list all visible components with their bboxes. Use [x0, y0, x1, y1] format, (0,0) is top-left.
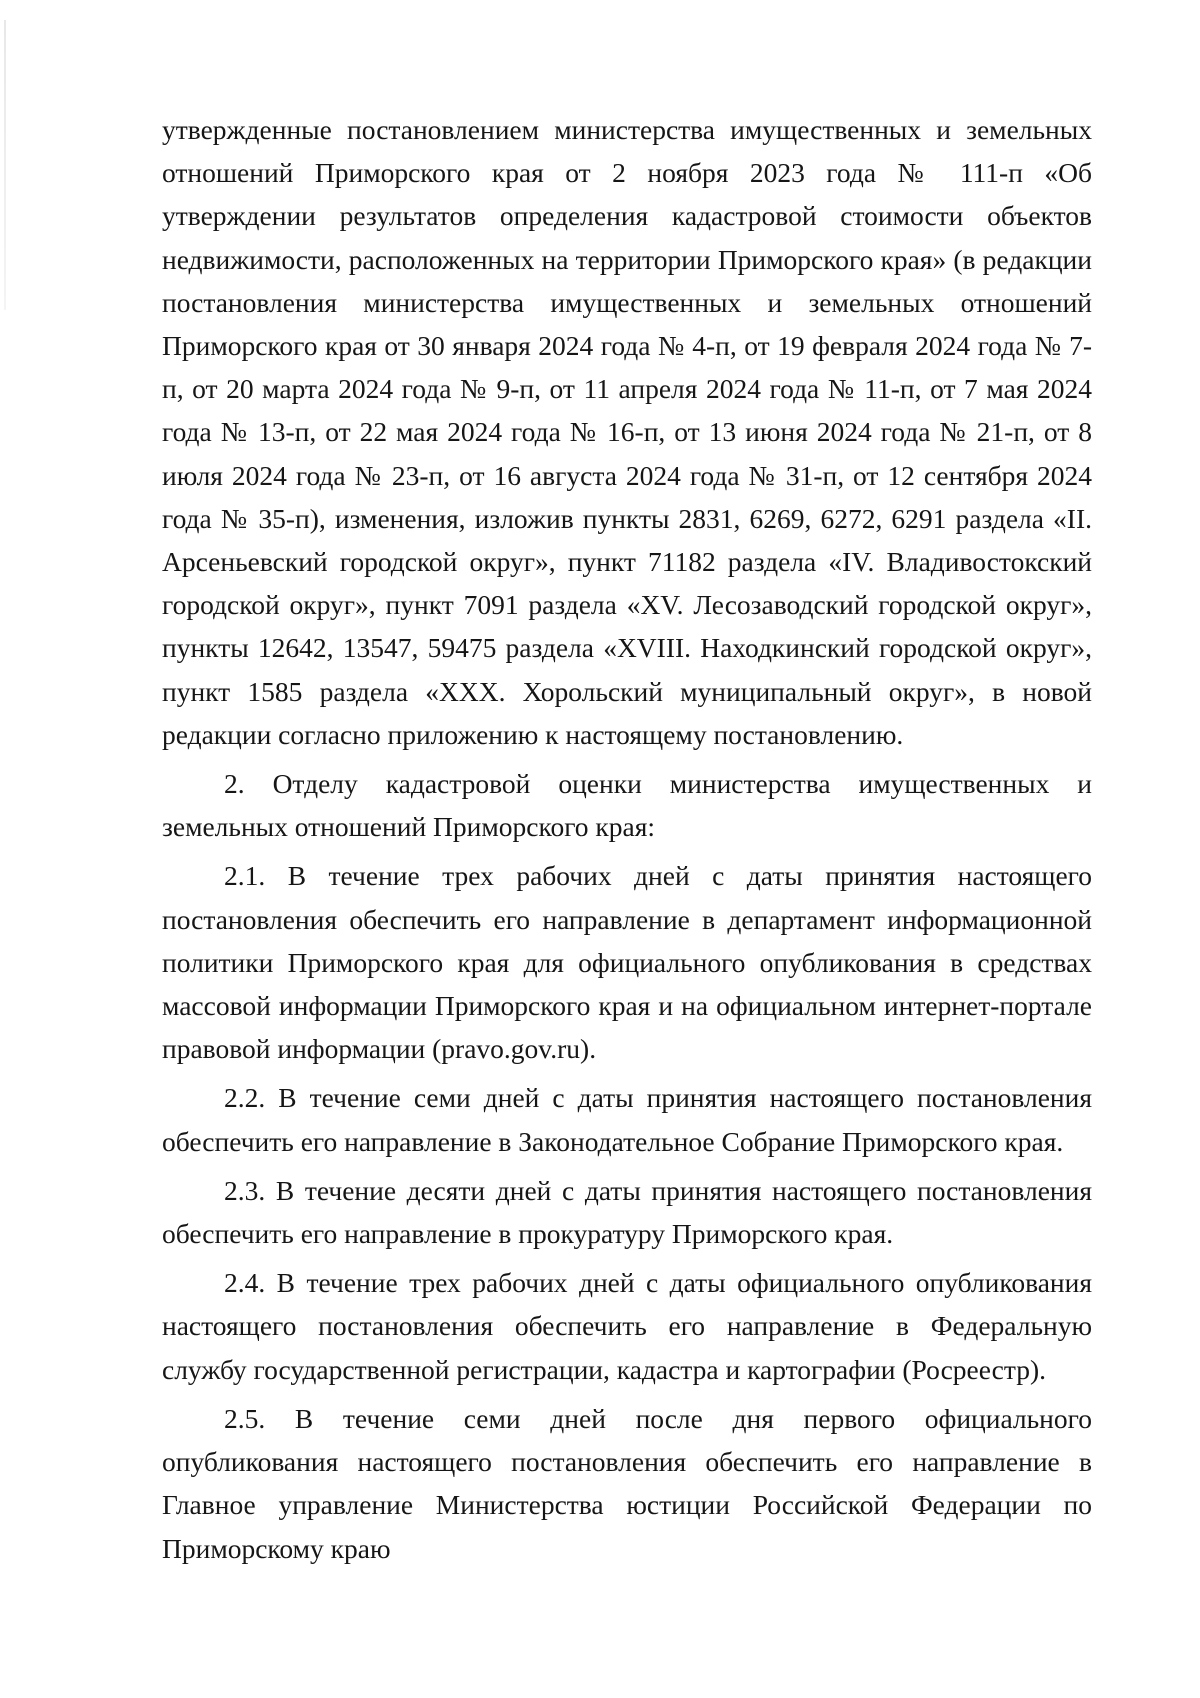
paragraph-item-2-1: 2.1. В течение трех рабочих дней с даты принятия настоящего постановления обеспечить его направление в департамент информационной политики Приморского края для официального опубликования в средствах массовой информации Приморского края и на официальном интернет-портале правовой информации (pravo.gov.ru). — [162, 860, 1092, 1065]
paragraph-item-2-2: 2.2. В течение семи дней с даты принятия настоящего постановления обеспечить его направление в Законодательное Собрание Приморского края. — [162, 1082, 1092, 1157]
scan-edge-mark — [4, 20, 6, 310]
paragraph-item-2-3: 2.3. В течение десяти дней с даты принятия настоящего постановления обеспечить его направление в прокуратуру Приморского края. — [162, 1174, 1092, 1250]
paragraph-item-2-5: 2.5. В течение семи дней после дня первого официального опубликования настоящего постановления обеспечить его направление в Главное управление Министерства юстиции Российской Федерации по Приморскому краю — [162, 1402, 1092, 1564]
document-body — [162, 108, 1092, 1570]
paragraph-item-2: 2. Отделу кадастровой оценки министерства имущественных и земельных отношений Приморского края: — [162, 768, 1092, 843]
paragraph-item-2-4: 2.4. В течение трех рабочих дней с даты официального опубликования настоящего постановления обеспечить его направление в Федеральную службу государственной регистрации, кадастра и картографии (Росреестр). — [162, 1267, 1092, 1385]
paragraph-continuation: утвержденные постановлением министерства имущественных и земельных отношений Приморского края от 2 ноября 2023 года № 111-п «Об утверждении результатов определения кадастровой стоимости объектов недвижимости, расположенных на территории Приморского края» (в редакции постановления министерства имущественных и земельных отношений Приморского края от 30 января 2024 года № 4-п, от 19 февраля 2024 года № 7-п, от 20 марта 2024 года № 9-п, от 11 апреля 2024 года № 11-п, от 7 мая 2024 года № 13-п, от 22 мая 2024 года № 16-п, от 13 июня 2024 года № 21-п, от 8 июля 2024 года № 23-п, от 16 августа 2024 года № 31-п, от 12 сентября 2024 года № 35-п), изменения, изложив пункты 2831, 6269, 6272, 6291 раздела «II. Арсеньевский городской округ», пункт 71182 раздела «IV. Владивостокский городской округ», пункт 7091 раздела «XV. Лесозаводский городской округ», пункты 12642, 13547, 59475 раздела «XVIII. Находкинский городской округ», пункт 1585 раздела «XXX. Хорольский муниципальный округ», в новой редакции согласно приложению к настоящему постановлению. — [162, 114, 1092, 750]
